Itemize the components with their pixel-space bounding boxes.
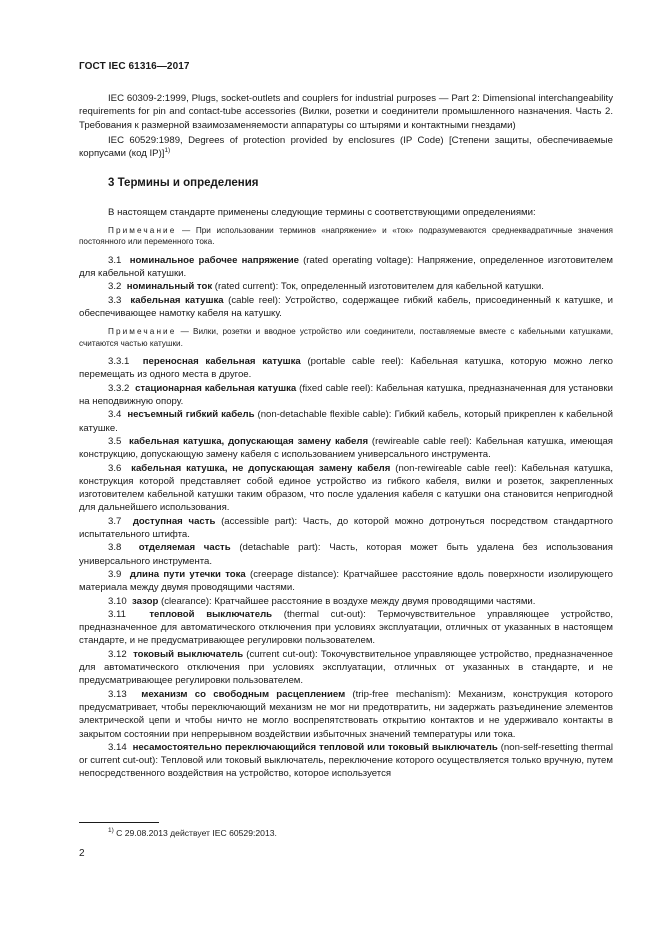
term-definition: (creepage distance): Кратчайшее расстояние вдоль поверхности изолирующего материала между двумя проводящими частями. (79, 568, 613, 594)
note-text: — Вилки, розетки и вводное устройство или соединители, поставляемые вместе с кабельными катушками, считаются частью катушки. (79, 327, 613, 348)
term-number: 3.13 (108, 688, 127, 700)
reference-item: IEC 60309-2:1999, Plugs, socket-outlets and couplers for industrial purposes — Part 2: Dimensional interchangeability requirements for pin and contact-tube accessories (Вилки, розетки и соединители промышленного назначения. Часть 2. Требования к размерной взаимозаменяемости аппаратуры со штырями и контактными гнездами) (79, 93, 613, 131)
footnote-mark[interactable]: 1) (164, 147, 171, 154)
term-definition: (non-rewireable cable reel): Кабельная катушка, конструкция которой представляет собой единое устройство из гибкого кабеля, вилки и розеток, закрепленных изготовителем кабельной катушки таким образом, что после удаления кабеля с катушки она становится непригодной для дальнейшего использования. (79, 462, 613, 514)
footnote (108, 828, 277, 838)
term-number: 3.11 (108, 608, 126, 620)
term-entry (79, 541, 613, 568)
term-number: 3.2 (108, 281, 122, 293)
section-intro: В настоящем стандарте применены следующие термины с соответствующими определениями: (108, 206, 536, 218)
term-name: механизм со свободным расцеплением (141, 688, 346, 700)
term-name: несъемный гибкий кабель (127, 409, 255, 421)
note (79, 326, 613, 349)
term-name: отделяемая часть (138, 542, 231, 554)
note (79, 225, 613, 248)
term-entry (79, 294, 613, 321)
term-definition: (rewireable cable reel): Кабельная катушка, имеющая конструкцию, допускающую замену кабеля с использованием универсального инструмента. (79, 435, 613, 461)
term-name: переносная кабельная катушка (142, 356, 301, 368)
term-name: кабельная катушка, не допускающая замену кабеля (131, 462, 391, 474)
term-number: 3.5 (108, 435, 122, 447)
term-definition: (portable cable reel): Кабельная катушка, которую можно легко перемещать из одного места в другое. (79, 356, 613, 381)
terms-list-b (79, 355, 613, 781)
term-number: 3.3.2 (108, 382, 130, 394)
page-number: 2 (79, 848, 85, 859)
term-definition: (fixed cable reel): Кабельная катушка, предназначенная для установки на неподвижную опору. (79, 382, 613, 408)
section-heading: 3 Термины и определения (108, 177, 259, 190)
term-name: номинальное рабочее напряжение (129, 254, 299, 266)
term-number: 3.10 (108, 595, 127, 607)
footnote-divider (79, 822, 159, 823)
term-name: кабельная катушка, допускающая замену кабеля (129, 435, 369, 447)
term-entry (79, 435, 613, 462)
term-number: 3.4 (108, 409, 122, 421)
term-definition: (cable reel): Устройство, содержащее гибкий кабель, присоединенный к катушке, и обеспечивающее намотку кабеля на катушку. (79, 294, 613, 320)
note-label: Примечание (108, 226, 177, 236)
term-entry (79, 462, 613, 515)
reference-item (79, 134, 613, 161)
term-name: токовый выключатель (133, 648, 244, 660)
term-entry (79, 280, 613, 293)
term-name: доступная часть (132, 515, 216, 527)
term-definition: (non-detachable flexible cable): Гибкий кабель, который прикреплен к кабельной катушке. (79, 409, 613, 434)
term-number: 3.12 (108, 648, 127, 660)
terms-list-a (79, 254, 613, 320)
term-number: 3.3 (108, 294, 122, 306)
term-definition: (thermal cut-out): Термочувствительное управляющее устройство, предназначенное для автоматического отключения при условиях эксплуатации, отличных от указанных в настоящем стандарте, и не предусматривающее регулировки пользователем. (79, 608, 613, 647)
page-header: ГОСТ IEC 61316—2017 (79, 61, 190, 72)
term-entry (79, 408, 613, 435)
document-body (79, 92, 613, 781)
term-definition: (non-self-resetting thermal or current cut-out): Тепловой или токовый выключатель, переключение которого осуществляется только вручную, путем непосредственного воздействия на устройство, которое используется (79, 741, 613, 780)
term-number: 3.6 (108, 462, 122, 474)
term-definition: (rated current): Ток, определенный изготовителем для кабельной катушки. (212, 281, 544, 293)
term-definition: (clearance): Кратчайшее расстояние в воздухе между двумя проводящими частями. (158, 595, 536, 607)
term-entry (79, 741, 613, 781)
term-entry (79, 355, 613, 382)
term-number: 3.3.1 (108, 356, 130, 368)
term-definition: (trip-free mechanism): Механизм, конструкция которого предусматривает, чтобы переключающий механизм не мог ни предотвратить, ни задержать разъединение элементов электрической цепи и чтобы ничто не могло воспрепятствовать открытию контактов и не удерживало контакты в закрытом состоянии при непрерывном воздействии избыточных значений температуры или тока. (79, 688, 613, 740)
term-name: номинальный ток (126, 281, 213, 293)
term-entry (79, 382, 613, 409)
term-name: несамостоятельно переключающийся тепловой или токовый выключатель (132, 741, 498, 753)
term-number: 3.1 (108, 254, 122, 266)
term-entry (79, 688, 613, 741)
term-entry (79, 515, 613, 542)
note-text: — При использовании терминов «напряжение» и «ток» подразумеваются среднеквадратичные значения постоянного или переменного тока. (79, 226, 613, 247)
footnote-text: С 29.08.2013 действует IEC 60529:2013. (113, 828, 277, 838)
term-entry (79, 648, 613, 688)
term-name: стационарная кабельная катушка (135, 382, 297, 394)
term-name: кабельная катушка (130, 294, 224, 306)
term-definition: (accessible part): Часть, до которой можно дотронуться посредством стандартного испытательного штифта. (79, 515, 613, 541)
term-entry (79, 595, 613, 608)
term-number: 3.14 (108, 741, 127, 753)
term-definition: (rated operating voltage): Напряжение, определенное изготовителем для кабельной катушки. (79, 254, 613, 280)
term-definition: (detachable part): Часть, которая может быть удалена без использования универсального инструмента. (79, 542, 613, 567)
term-entry (79, 254, 613, 281)
term-entry (79, 568, 613, 595)
term-name: зазор (132, 595, 159, 607)
term-name: тепловой выключатель (149, 608, 273, 620)
term-number: 3.7 (108, 515, 122, 527)
term-number: 3.9 (108, 568, 122, 580)
reference-text: IEC 60529:1989, Degrees of protection provided by enclosures (IP Code) [Степени защиты, обеспечиваемые корпусами (код IP)] (79, 134, 613, 160)
term-name: длина пути утечки тока (129, 568, 246, 580)
note-label: Примечание (108, 327, 177, 337)
footnote-mark: 1) (108, 827, 114, 835)
term-definition: (current cut-out): Токочувствительное управляющее устройство, предназначенное для автоматического отключения при условиях эксплуатации, отличных от указанных в стандарте, и не предусматривающее регулировки пользователем. (79, 648, 613, 687)
term-entry (79, 608, 613, 648)
term-number: 3.8 (108, 542, 122, 554)
